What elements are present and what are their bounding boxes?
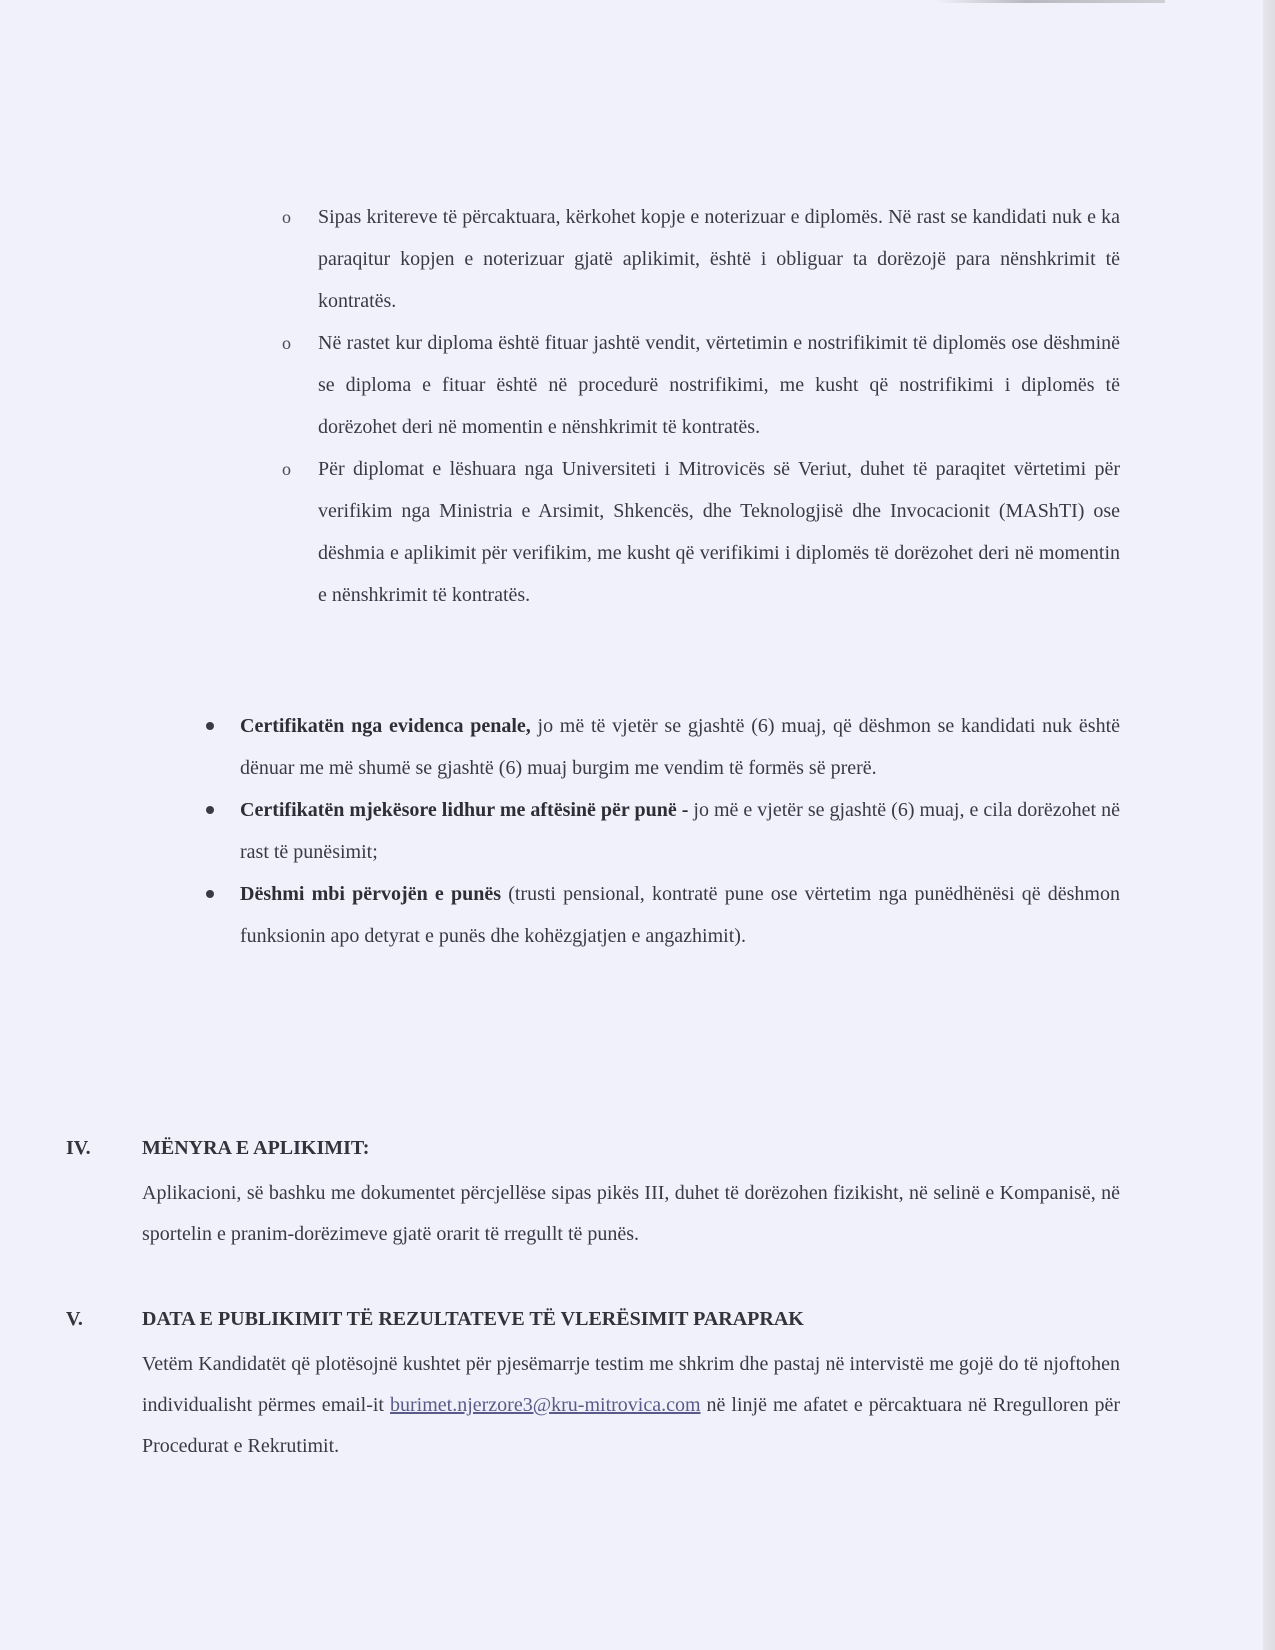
list-item-text: (trusti pensional, kontratë pune ose vërtetim nga punëdhënësi që dëshmon funksionin apo detyrat e punës dhe kohëzgjatjen e angazhimit).	[240, 883, 1120, 947]
list-item	[198, 873, 1120, 957]
list-item-text: Në rastet kur diploma është fituar jashtë vendit, vërtetimin e nostrifikimit të diplomës ose dëshminë se diploma e fituar është në procedurë nostrifikimi, me kusht që nostrifikimi i diplomës të dorëzohet deri në momentin e nënshkrimit të kontratës.	[318, 332, 1120, 438]
circle-bullet-icon: o	[282, 207, 291, 227]
required-documents-list	[198, 705, 1120, 957]
list-item-text: jo më e vjetër se gjashtë (6) muaj, e cila dorëzohet në rast të punësimit;	[240, 799, 1121, 863]
list-item	[198, 705, 1120, 789]
list-item-heading: Certifikatën mjekësore lidhur me aftësinë për punë -	[240, 799, 689, 821]
list-item-heading: Dëshmi mbi përvojën e punës	[240, 883, 501, 905]
list-item	[276, 196, 1120, 322]
list-item-text: Sipas kritereve të përcaktuara, kërkohet kopje e noterizuar e diplomës. Në rast se kandidati nuk e ka paraqitur kopjen e noterizuar gjatë aplikimit, është i obliguar ta dorëzojë para nënshkrimit të kontratës.	[318, 206, 1120, 312]
diploma-requirements-list	[276, 196, 1120, 616]
bullet-icon	[206, 806, 214, 814]
section-title: DATA E PUBLIKIMIT TË REZULTATEVE TË VLERËSIMIT PARAPRAK	[142, 1308, 804, 1330]
list-item	[276, 322, 1120, 448]
section-body: Aplikacioni, së bashku me dokumentet përcjellëse sipas pikës III, duhet të dorëzohen fizikisht, në selinë e Kompanisë, në sportelin e pranim-dorëzimeve gjatë orarit të rregullt të punës.	[142, 1182, 1120, 1245]
list-item	[276, 448, 1120, 616]
bullet-icon	[206, 722, 214, 730]
email-link[interactable]: burimet.njerzore3@kru-mitrovica.com	[390, 1394, 701, 1416]
section-body	[142, 1344, 1120, 1467]
section-body-text: në linjë me afatet e përcaktuara në Rregulloren për Procedurat e Rekrutimit.	[142, 1394, 1121, 1457]
section-number: IV.	[66, 1137, 91, 1159]
circle-bullet-icon: o	[282, 459, 291, 479]
bullet-icon	[206, 890, 214, 898]
section-title: MËNYRA E APLIKIMIT:	[142, 1137, 370, 1159]
circle-bullet-icon: o	[282, 333, 291, 353]
scan-edge-right	[1263, 0, 1275, 1650]
list-item-heading: Certifikatën nga evidenca penale,	[240, 715, 531, 737]
list-item	[198, 789, 1120, 873]
list-item-text: Për diplomat e lëshuara nga Universiteti i Mitrovicës së Veriut, duhet të paraqitet vërtetimi për verifikim nga Ministria e Arsimit, Shkencës, dhe Teknologjisë dhe Invocacionit (MAShTI) ose dëshmia e aplikimit për verifikim, me kusht që verifikimi i diplomës të dorëzohet deri në momentin e nënshkrimit të kontratës.	[318, 458, 1120, 606]
list-item-text: jo më të vjetër se gjashtë (6) muaj, që dëshmon se kandidati nuk është dënuar me më shumë se gjashtë (6) muaj burgim me vendim të formës së prerë.	[240, 715, 1121, 779]
section-body-text: Vetëm Kandidatët që plotësojnë kushtet për pjesëmarrje testim me shkrim dhe pastaj në intervistë me gojë do të njoftohen individualisht përmes email-it	[142, 1353, 1120, 1416]
section-number: V.	[66, 1308, 83, 1330]
